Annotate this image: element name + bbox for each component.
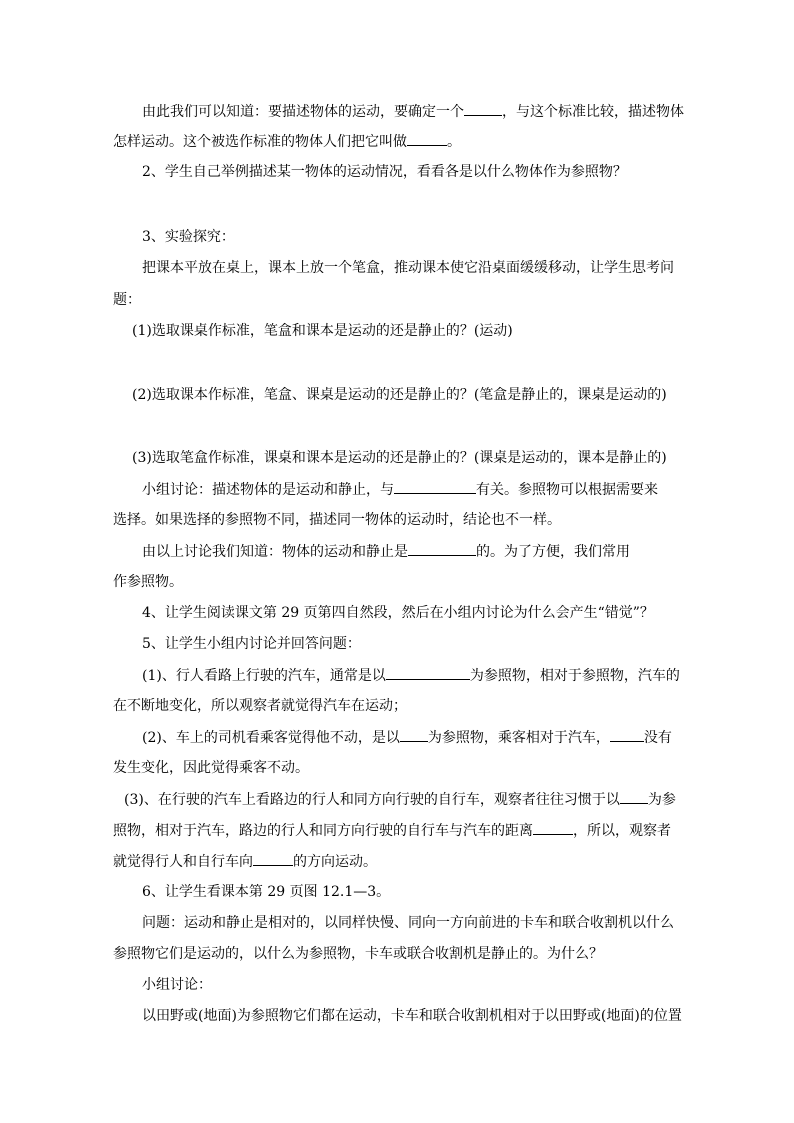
fill-blank [407,131,447,146]
text: 为参照物，相对于参照物，汽车的 [469,668,680,684]
text: 2、学生自己举例描述某一物体的运动情况，看看各是以什么物体作为参照物？ [142,164,627,180]
text: 作参照物。 [113,574,183,590]
text: 就觉得行人和自行车向 [113,854,253,870]
text: 问题：运动和静止是相对的，以同样快慢、同向一方向前进的卡车和联合收割机以什么 [142,915,674,931]
group-discussion-heading [142,975,212,995]
text: (2)、车上的司机看乘客觉得他不动，是以 [142,730,400,746]
experiment-line-2 [113,290,141,310]
text: 怎样运动。这个被选作标准的物体人们把它叫做 [113,134,407,150]
text: 由此我们可以知道：要描述物体的运动，要确定一个 [142,104,464,120]
discussion-line-1 [142,479,658,500]
text: 选择。如果选择的参照物不同，描述同一物体的运动时，结论也不一样。 [113,512,561,528]
fill-blank [610,727,644,742]
answer-3-line-1 [124,789,676,810]
text: 照物，相对于汽车，路边的行人和同方向行驶的自行车与汽车的距离 [113,823,533,839]
item-5 [142,634,361,654]
text: 把课本平放在桌上，课本上放一个笔盒，推动课本使它沿桌面缓缓移动，让学生思考问 [142,260,674,276]
question-2 [132,385,667,405]
text: 为参 [647,792,676,808]
text: 的。为了方便，我们常用 [476,544,630,560]
text: 以田野或(地面)为参照物它们都在运动，卡车和联合收割机相对于以田野或(地面)的位置 [142,1008,682,1024]
answer-3-line-3 [113,851,377,872]
problem-line-2 [113,944,603,964]
answer-2-line-1 [142,727,672,748]
text: ，所以，观察者 [573,823,671,839]
fill-blank [533,820,573,835]
fill-blank [386,665,470,680]
text: 5、让学生小组内讨论并回答问题： [142,636,361,652]
text: 小组讨论： [142,977,212,993]
answer-2-line-2 [113,758,309,778]
text: 由以上讨论我们知道：物体的运动和静止是 [142,544,408,560]
item-6 [142,882,390,902]
fill-blank [253,851,293,866]
text: 题： [113,292,141,308]
text: 的方向运动。 [293,854,377,870]
discussion-line-2 [113,510,561,530]
answer-1-line-2 [113,696,407,716]
text: 3、实验探究： [142,229,235,245]
text: 发生变化，因此觉得乘客不动。 [113,760,309,776]
text: 小组讨论：描述物体的是运动和静止，与 [142,482,394,498]
text: (1)、行人看路上行驶的汽车，通常是以 [142,668,386,684]
text: 。 [447,134,461,150]
text: 在不断地变化，所以观察者就觉得汽车在运动； [113,698,407,714]
text: 参照物它们是运动的，以什么为参照物，卡车或联合收割机是静止的。为什么？ [113,946,603,962]
text: ，与这个标准比较，描述物体 [502,104,684,120]
fill-blank [620,789,648,804]
conclusion-line-1 [142,541,630,562]
text: (1)选取课桌作标准，笔盒和课本是运动的还是静止的？(运动) [132,323,513,339]
intro-line-2 [113,131,461,152]
item-4 [142,603,654,623]
final-line [142,1006,682,1026]
text: (2)选取课本作标准，笔盒、课桌是运动的还是静止的？(笔盒是静止的，课桌是运动的) [132,387,667,403]
text: (3)选取笔盒作标准，课桌和课本是运动的还是静止的？(课桌是运动的，课本是静止的) [132,450,667,466]
problem-line-1 [142,913,674,933]
answer-1-line-1 [142,665,680,686]
fill-blank [394,479,476,494]
text: 有关。参照物可以根据需要来 [476,482,658,498]
text: 4、让学生阅读课文第 29 页第四自然段，然后在小组内讨论为什么会产生“错觉”？ [142,605,654,621]
question-1 [132,321,513,341]
fill-blank [464,101,502,116]
item-3-heading [142,227,235,247]
intro-line-1 [142,101,684,122]
question-3 [132,448,667,468]
conclusion-line-2 [113,572,183,592]
text: (3)、在行驶的汽车上看路边的行人和同方向行驶的自行车，观察者往往习惯于以 [124,792,620,808]
text: 6、让学生看课本第 29 页图 12.1—3。 [142,884,391,900]
experiment-line-1 [142,258,674,278]
item-2 [142,162,627,182]
text: 为参照物，乘客相对于汽车， [427,730,610,746]
text: 没有 [643,730,672,746]
fill-blank [408,541,476,556]
answer-3-line-2 [113,820,671,841]
fill-blank [400,727,428,742]
